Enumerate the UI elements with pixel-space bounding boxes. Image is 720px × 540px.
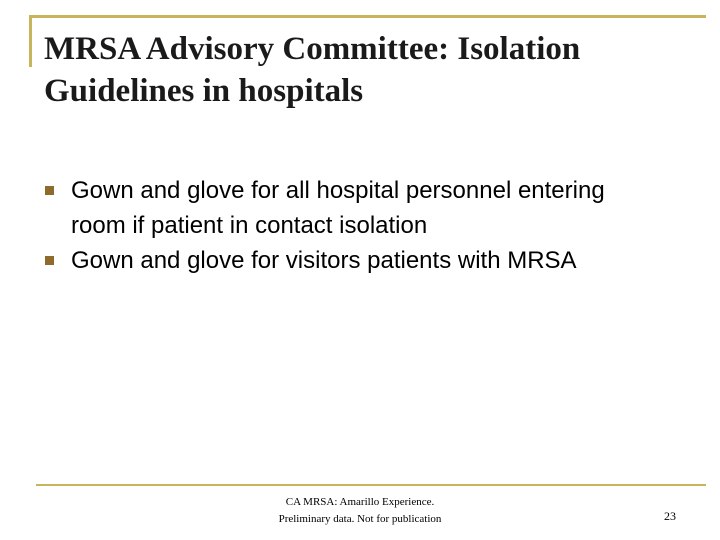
footer-line-1: CA MRSA: Amarillo Experience. (285, 496, 435, 508)
bullet-text: Gown and glove for all hospital personnel entering room if patient in contact isolation (71, 177, 605, 239)
page-number: 23 (664, 509, 676, 523)
footer-line-2: Preliminary data. Not for publication (278, 513, 442, 525)
bullet-item (44, 173, 664, 243)
bullet-text: Gown and glove for visitors patients with MRSA (71, 247, 577, 274)
slide-footer (250, 494, 470, 528)
left-accent-rule (29, 15, 32, 67)
square-bullet-icon (45, 256, 54, 265)
bullet-item (44, 243, 664, 278)
bullet-list (44, 173, 664, 278)
square-bullet-icon (45, 186, 54, 195)
slide-title: MRSA Advisory Committee: Isolation Guidelines in hospitals (44, 31, 581, 109)
bottom-accent-rule (36, 484, 706, 486)
top-accent-rule (29, 15, 706, 18)
